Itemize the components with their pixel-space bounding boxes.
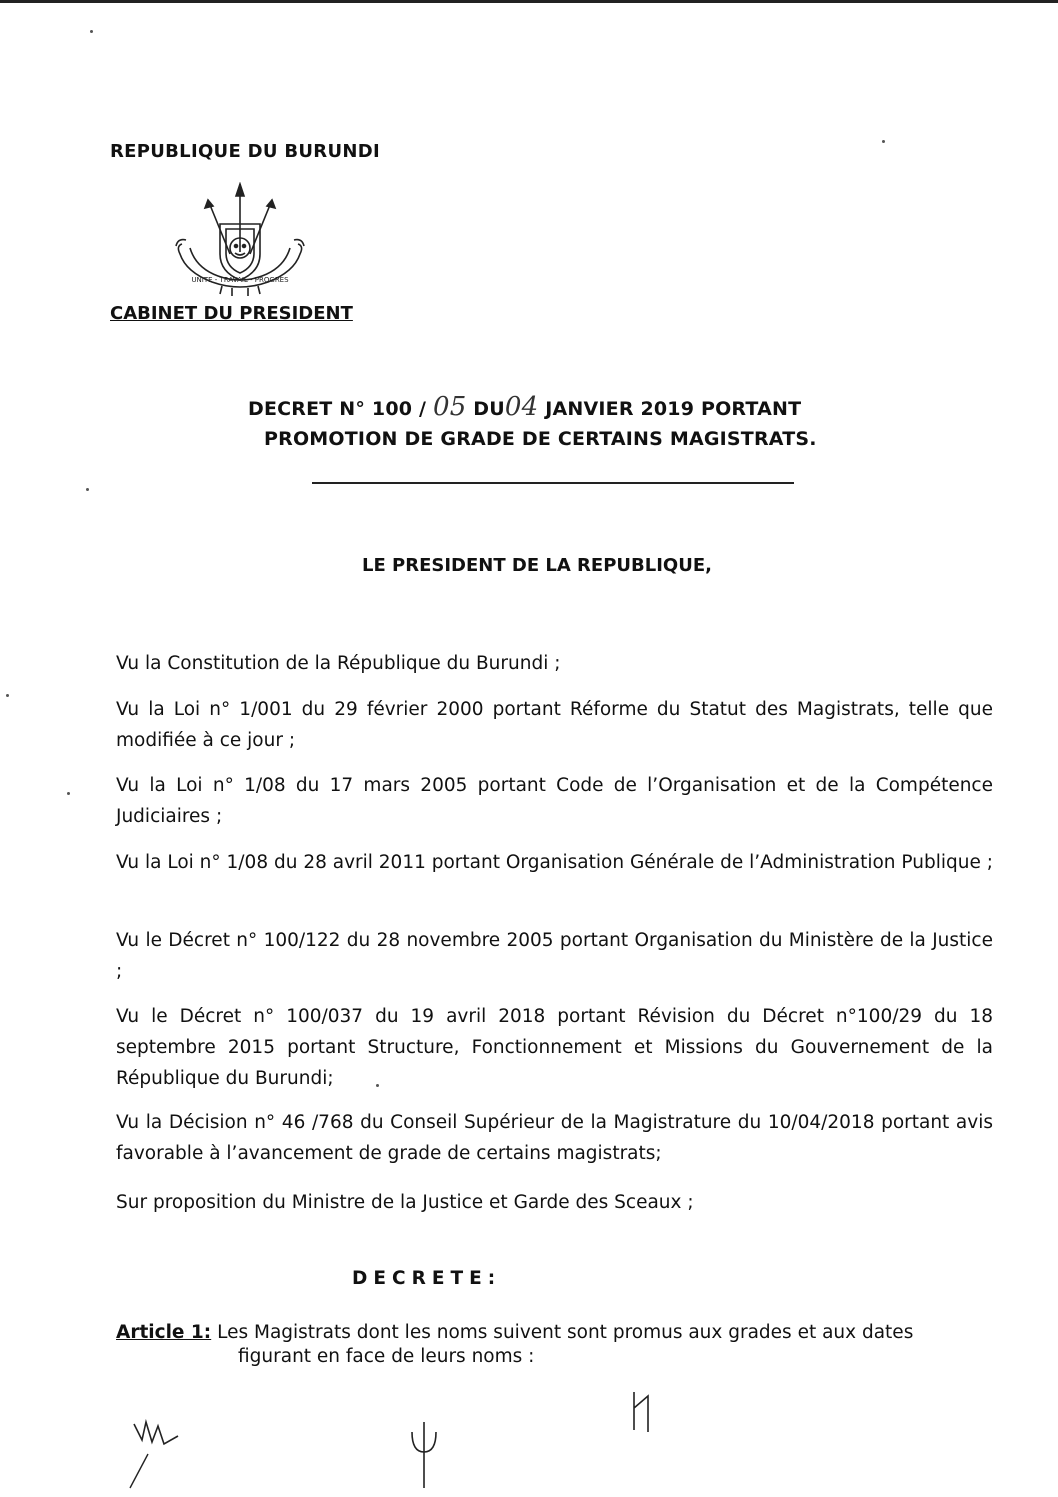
paraph-initials-2-icon xyxy=(400,1418,450,1490)
president-heading: LE PRESIDENT DE LA REPUBLIQUE, xyxy=(362,555,712,576)
handwritten-decree-number: 05 xyxy=(432,392,467,422)
scan-speck xyxy=(86,488,89,491)
article-1 xyxy=(116,1320,993,1346)
handwritten-decree-day: 04 xyxy=(504,392,539,422)
scan-speck xyxy=(376,1084,379,1087)
paraph-initials-3-icon xyxy=(622,1386,662,1442)
visa-decret-gouvernement: Vu le Décret n° 100/037 du 19 avril 2018 portant Révision du Décret n°100/29 du 18 septembre 2015 portant Structure, Fonctionnement et Missions du Gouvernement de la République du Burundi; xyxy=(116,1006,993,1089)
scan-speck xyxy=(90,30,93,33)
visa-loi-statut-magistrats: Vu la Loi n° 1/001 du 29 février 2000 portant Réforme du Statut des Magistrats, telle que modifiée à ce jour ; xyxy=(116,699,993,751)
page-top-border xyxy=(0,0,1058,3)
decrete-heading: DECRETE: xyxy=(352,1268,502,1289)
title-divider xyxy=(312,482,794,484)
cabinet-heading: CABINET DU PRESIDENT xyxy=(110,303,353,324)
scan-speck xyxy=(67,792,70,795)
visa-loi-code-organisation: Vu la Loi n° 1/08 du 17 mars 2005 portant Code de l’Organisation et de la Compétence Judiciaires ; xyxy=(116,775,993,827)
decree-title-line2: PROMOTION DE GRADE DE CERTAINS MAGISTRATS. xyxy=(264,428,817,450)
paraph-initials-1-icon xyxy=(120,1410,200,1490)
article-1-text-line2: figurant en face de leurs noms : xyxy=(238,1346,535,1367)
scan-speck xyxy=(6,694,9,697)
decree-number-prefix: DECRET N° 100 / xyxy=(248,398,427,420)
visa-decision-conseil-superieur: Vu la Décision n° 46 /768 du Conseil Supérieur de la Magistrature du 10/04/2018 portant avis favorable à l’avancement de grade de certains magistrats; xyxy=(116,1112,993,1164)
decree-title-line1 xyxy=(248,392,801,422)
article-1-label: Article 1: xyxy=(116,1322,212,1343)
visa-constitution: Vu la Constitution de la République du Burundi ; xyxy=(116,653,561,674)
burundi-emblem-icon xyxy=(172,182,308,300)
country-heading: REPUBLIQUE DU BURUNDI xyxy=(110,141,380,162)
decree-du-label: DU xyxy=(473,398,505,420)
scan-speck xyxy=(882,140,885,143)
emblem-motto: UNITE - TRAVAIL - PROGRES xyxy=(191,276,289,284)
visa-decret-ministere-justice: Vu le Décret n° 100/122 du 28 novembre 2005 portant Organisation du Ministère de la Justice ; xyxy=(116,930,993,982)
coat-of-arms-emblem xyxy=(172,182,308,300)
decree-date-suffix: JANVIER 2019 PORTANT xyxy=(545,398,802,420)
visa-loi-administration-publique: Vu la Loi n° 1/08 du 28 avril 2011 portant Organisation Générale de l’Administration Publique ; xyxy=(116,852,993,873)
article-1-text-line1: Les Magistrats dont les noms suivent sont promus aux grades et aux dates xyxy=(217,1322,914,1343)
visa-proposition-ministre: Sur proposition du Ministre de la Justice et Garde des Sceaux ; xyxy=(116,1192,694,1213)
